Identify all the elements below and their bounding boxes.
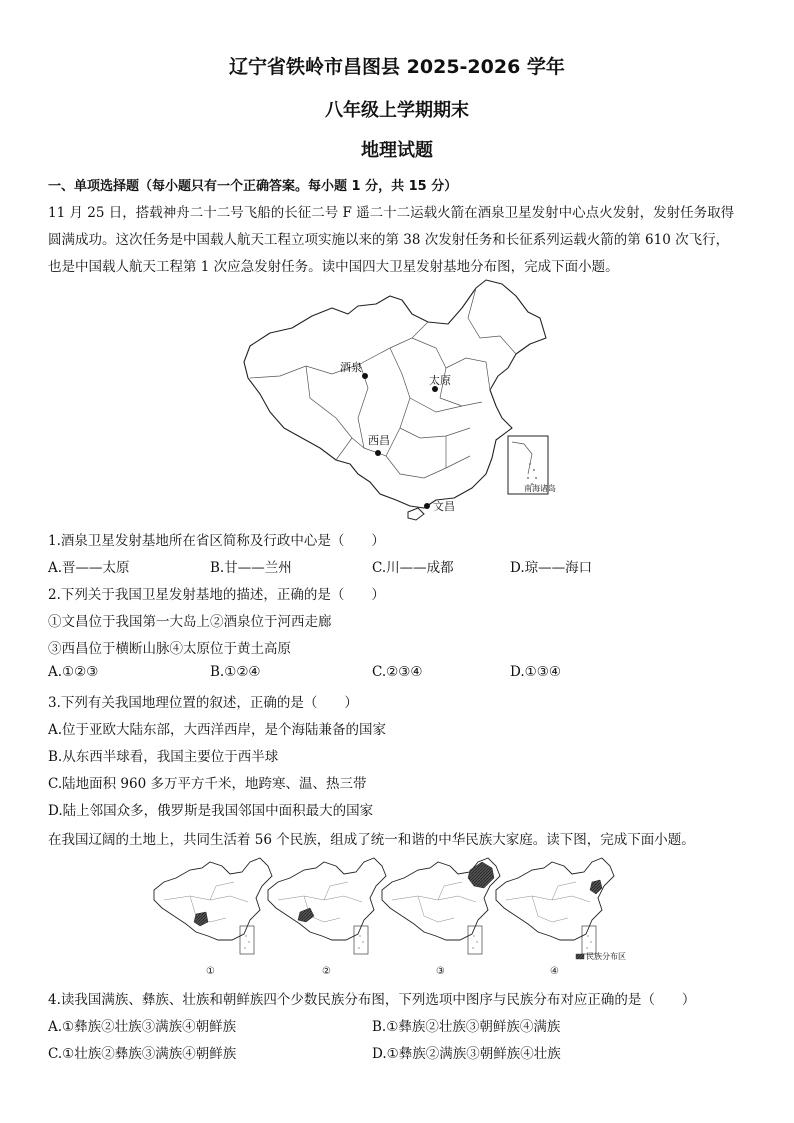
q2-option-c: C.②③④ [372,664,423,680]
map-number-1: ① [206,966,215,977]
label-xichang: 西昌 [368,434,390,447]
q1-option-b: B.甘——兰州 [210,560,292,576]
doc-title-line1: 辽宁省铁岭市昌图县 2025-2026 学年 [229,56,565,78]
q2-stem: 2.下列关于我国卫星发射基地的描述，正确的是（ ） [48,587,385,603]
q4-option-b: B.①彝族②壮族③朝鲜族④满族 [372,1019,561,1035]
wenchang-marker [424,503,430,509]
q3-option-a: A.位于亚欧大陆东部，大西洋西岸，是个海陆兼备的国家 [48,722,387,738]
q3-option-d: D.陆上邻国众多，俄罗斯是我国邻国中面积最大的国家 [48,803,374,819]
legend-swatch [576,954,584,959]
china-launch-base-map [240,278,560,523]
label-taiyuan: 太原 [429,374,451,387]
q4-option-c: C.①壮族②彝族③满族④朝鲜族 [48,1046,237,1062]
q2-option-d: D.①③④ [510,664,561,680]
q2-option-a: A.①②③ [48,664,99,680]
section-heading: 一、单项选择题（每小题只有一个正确答案。每小题 1 分，共 15 分） [48,179,458,194]
q2-statement-1: ①文昌位于我国第一大岛上②酒泉位于河西走廊 [48,614,332,630]
intro-line-3: 也是中国载人航天工程第 1 次应急发射任务。读中国四大卫星发射基地分布图，完成下面小题。 [48,259,619,275]
q3-option-c: C.陆地面积 960 多万平方千米，地跨寒、温、热三带 [48,776,367,792]
map-number-4: ④ [550,966,559,977]
q1-stem: 1.酒泉卫星发射基地所在省区简称及行政中心是（ ） [48,533,385,549]
intro-line-1: 11 月 25 日，搭载神舟二十二号飞船的长征二号 F 遥二十二运载火箭在酒泉卫星发射中心点火发射，发射任务取得 [48,205,735,221]
doc-title-line2: 八年级上学期期末 [325,100,469,121]
q1-option-a: A.晋——太原 [48,560,130,576]
intro-line-2: 圆满成功。这次任务是中国载人航天工程立项实施以来的第 38 次发射任务和长征系列运载火箭的第 610 次飞行， [48,232,730,248]
q2-option-b: B.①②④ [210,664,261,680]
q2-statement-2: ③西昌位于横断山脉④太原位于黄土高原 [48,641,291,657]
q1-option-c: C.川——成都 [372,560,454,576]
q4-stem: 4.读我国满族、彝族、壮族和朝鲜族四个少数民族分布图，下列选项中图序与民族分布对应正确的是（ ） [48,992,696,1008]
q3-option-b: B.从东西半球看，我国主要位于西半球 [48,749,279,765]
q1-option-d: D.琼——海口 [510,560,593,576]
doc-title-line3: 地理试题 [361,140,433,161]
legend-label: 民族分布区 [586,952,626,961]
map-number-2: ② [322,966,331,977]
q4-option-a: A.①彝族②壮族③满族④朝鲜族 [48,1019,237,1035]
intro2: 在我国辽阔的土地上，共同生活着 56 个民族，组成了统一和谐的中华民族大家庭。读下图，完成下面小题。 [48,832,695,848]
q4-option-d: D.①彝族②满族③朝鲜族④壮族 [372,1046,561,1062]
label-wenchang: 文昌 [433,500,455,513]
map-number-3: ③ [436,966,445,977]
q3-stem: 3.下列有关我国地理位置的叙述，正确的是（ ） [48,695,358,711]
xichang-marker [375,450,381,456]
jiuquan-marker [362,373,368,379]
inset-label: 南海诸岛 [524,484,556,493]
ethnic-distribution-maps [150,852,660,980]
label-jiuquan: 酒泉 [340,361,362,374]
